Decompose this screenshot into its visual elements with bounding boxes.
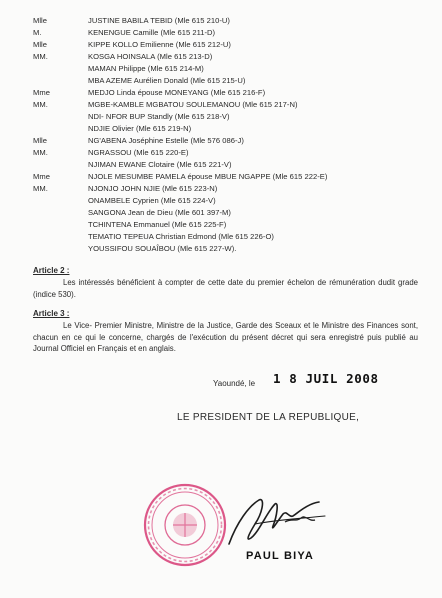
article-3-text: Le Vice- Premier Ministre, Ministre de la Justice, Garde des Sceaux et le Ministre des Finances sont, chacun en ce qui le concerne, chargés de l'exécution du présent décret qui sera enregistré puis publié au Journal Officiel en Français et en anglais.	[33, 321, 418, 353]
place-label: Yaoundé, le	[213, 379, 256, 388]
appointee-name: NJIMAN EWANE Clotaire (Mle 615 221-V)	[88, 160, 232, 169]
appointee-name: TEMATIO TEPEUA Christian Edmond (Mle 615 226-O)	[88, 232, 274, 241]
appointee-title: Mme	[33, 172, 50, 181]
appointee-name: NG'ABENA Joséphine Estelle (Mle 576 086-J)	[88, 136, 244, 145]
appointee-title: M.	[33, 28, 42, 37]
appointee-name: YOUSSIFOU SOUAÎBOU (Mle 615 227-W).	[88, 244, 237, 253]
appointee-title: Mlle	[33, 136, 48, 145]
appointee-name: KOSGA HOINSALA (Mle 615 213-D)	[88, 52, 213, 61]
appointee-name: KENENGUE Camille (Mle 615 211-D)	[88, 28, 216, 37]
article-2-heading: Article 2 :	[33, 266, 70, 275]
appointee-name: KIPPE KOLLO Emilienne (Mle 615 212-U)	[88, 40, 231, 49]
appointee-name: TCHINTENA Emmanuel (Mle 615 225-F)	[88, 220, 227, 229]
appointee-name: MBA AZEME Aurélien Donald (Mle 615 215-U)	[88, 76, 246, 85]
appointee-name: NDI- NFOR BUP Standly (Mle 615 218-V)	[88, 112, 230, 121]
appointee-name: MEDJO Linda épouse MONEYANG (Mle 615 216-F)	[88, 88, 266, 97]
date-stamp: 1 8 JUIL 2008	[273, 371, 379, 386]
appointee-title: MM.	[33, 148, 48, 157]
appointee-title: MM.	[33, 100, 48, 109]
appointee-name: ONAMBELE Cyprien (Mle 615 224-V)	[88, 196, 216, 205]
appointee-title: MM.	[33, 184, 48, 193]
appointee-title: MM.	[33, 52, 48, 61]
appointee-title: Mme	[33, 88, 50, 97]
appointee-name: SANGONA Jean de Dieu (Mle 601 397-M)	[88, 208, 231, 217]
appointee-name: NJONJO JOHN NJIE (Mle 615 223-N)	[88, 184, 218, 193]
appointee-name: NGRASSOU (Mle 615 220-E)	[88, 148, 189, 157]
president-title: LE PRESIDENT DE LA REPUBLIQUE,	[177, 412, 360, 423]
signatory-name: PAUL BIYA	[246, 550, 315, 562]
article-2-text: Les intéressés bénéficient à compter de cette date du premier échelon de rémunération dudit grade (indice 530).	[33, 278, 418, 299]
appointee-name: MGBE-KAMBLE MGBATOU SOULEMANOU (Mle 615 217-N)	[88, 100, 298, 109]
appointee-name: NJOLE MESUMBE PAMELA épouse MBUE NGAPPE (Mle 615 222-E)	[88, 172, 328, 181]
appointee-name: NDJIE Olivier (Mle 615 219-N)	[88, 124, 192, 133]
appointee-name: MAMAN Philippe (Mle 615 214-M)	[88, 64, 204, 73]
article-3-heading: Article 3 :	[33, 309, 70, 318]
appointee-title: Mlle	[33, 40, 48, 49]
appointee-title: Mlle	[33, 16, 48, 25]
appointee-name: JUSTINE BABILA TEBID (Mle 615 210-U)	[88, 16, 230, 25]
